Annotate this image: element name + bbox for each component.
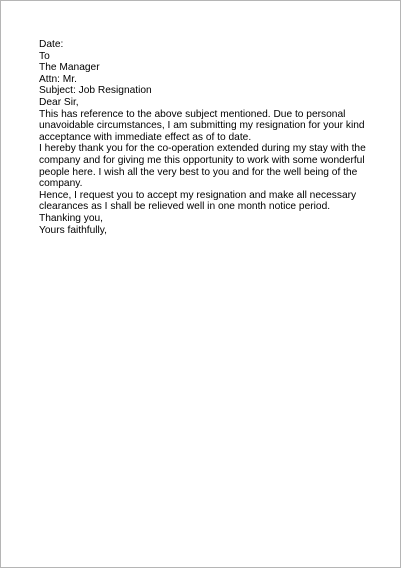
paragraph-request: Hence, I request you to accept my resignation and make all necessary clearances as I shall be relieved well in one month notice period. — [39, 189, 357, 213]
date-line: Date: — [39, 39, 64, 50]
paragraph-thanks: I hereby thank you for the co-operation extended during my stay with the company and for giving me this opportunity to work with some wonderful people here. I wish all the very best to you and for the well being of the company. — [39, 143, 366, 190]
recipient-line: The Manager — [39, 62, 100, 74]
salutation: Dear Sir, — [39, 96, 79, 108]
closing-signoff: Yours faithfully, — [39, 224, 107, 236]
subject-line: Subject: Job Resignation — [39, 85, 152, 97]
paragraph-reference: This has reference to the above subject mentioned. Due to personal unavoidable circumstances, I am submitting my resignation for your kind acceptance with immediate effect as of to date. — [39, 108, 365, 143]
attn-line: Attn: Mr. — [39, 73, 77, 85]
to-line: To — [39, 50, 50, 62]
letter-body — [39, 39, 369, 236]
closing-thanks: Thanking you, — [39, 212, 103, 224]
